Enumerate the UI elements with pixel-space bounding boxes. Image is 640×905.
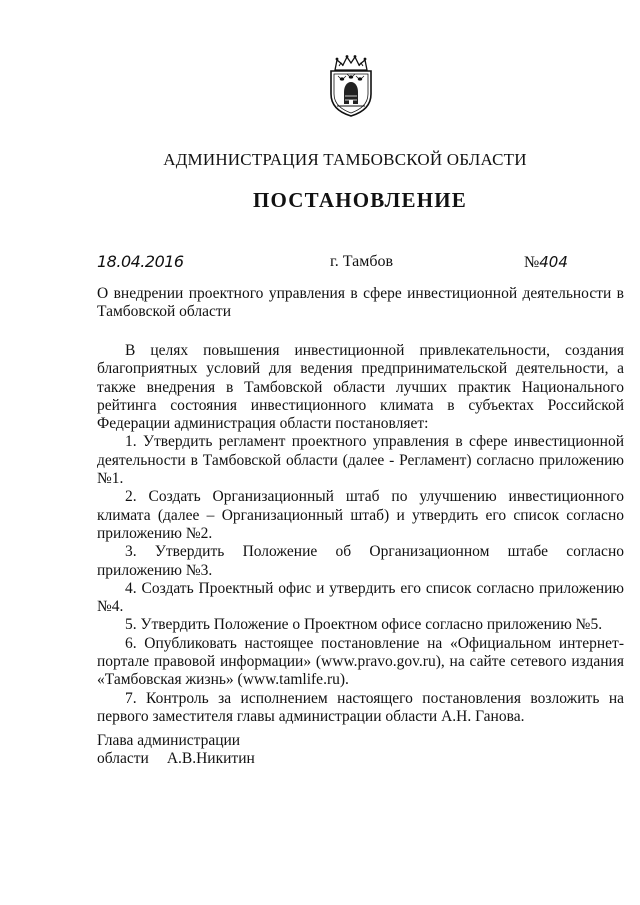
signature-block [97, 732, 255, 768]
document-type-title: ПОСТАНОВЛЕНИЕ [252, 188, 468, 212]
document-date: 18.04.2016 [97, 252, 184, 271]
order-item-6: 6. Опубликовать настоящее постановление на «Официальном интернет-портале правовой информации» (www.pravo.gov.ru), на сайте сетевого издания «Тамбовская жизнь» (www.tamlife.ru). [97, 634, 624, 689]
document-subject: О внедрении проектного управления в сфере инвестиционной деятельности в Тамбовской области [97, 285, 624, 320]
order-item-7: 7. Контроль за исполнением настоящего постановления возложить на первого заместителя главы администрации области А.Н. Ганова. [97, 689, 624, 725]
document-city: г. Тамбов [330, 253, 394, 270]
order-item-4: 4. Создать Проектный офис и утвердить его список согласно приложению №4. [97, 579, 624, 616]
order-item-1: 1. Утвердить регламент проектного управления в сфере инвестиционной деятельности в Тамбовской области (далее - Регламент) согласно приложению №1. [97, 433, 624, 488]
preamble-paragraph: В целях повышения инвестиционной привлекательности, создания благоприятных условий для ведения предпринимательской деятельности, а также внедрения в Тамбовской области лучших практик Национального рейтинга состояния инвестиционного климата в субъектах Российской Федерации администрация области постановляет: [97, 342, 624, 433]
signatory-name: А.В.Никитин [166, 750, 255, 767]
order-item-2: 2. Создать Организационный штаб по улучшению инвестиционного климата (далее – Организационный штаб) и утвердить его список согласно приложению №2. [97, 488, 624, 542]
signatory-title-line2-row [97, 750, 255, 768]
order-item-5: 5. Утвердить Положение о Проектном офисе согласно приложению №5. [125, 616, 603, 634]
signatory-title-line2: области [97, 750, 149, 767]
document-body [97, 342, 624, 726]
order-item-3: 3. Утвердить Положение об Организационном штабе согласно приложению №3. [97, 543, 624, 579]
document-number-prefix: № [524, 254, 540, 271]
document-number-value: 404 [539, 253, 568, 271]
signatory-title-line1: Глава администрации [97, 732, 241, 749]
tambov-coat-of-arms-icon [325, 54, 377, 118]
document-number [524, 253, 568, 272]
agency-name: АДМИНИСТРАЦИЯ ТАМБОВСКОЙ ОБЛАСТИ [163, 150, 527, 169]
